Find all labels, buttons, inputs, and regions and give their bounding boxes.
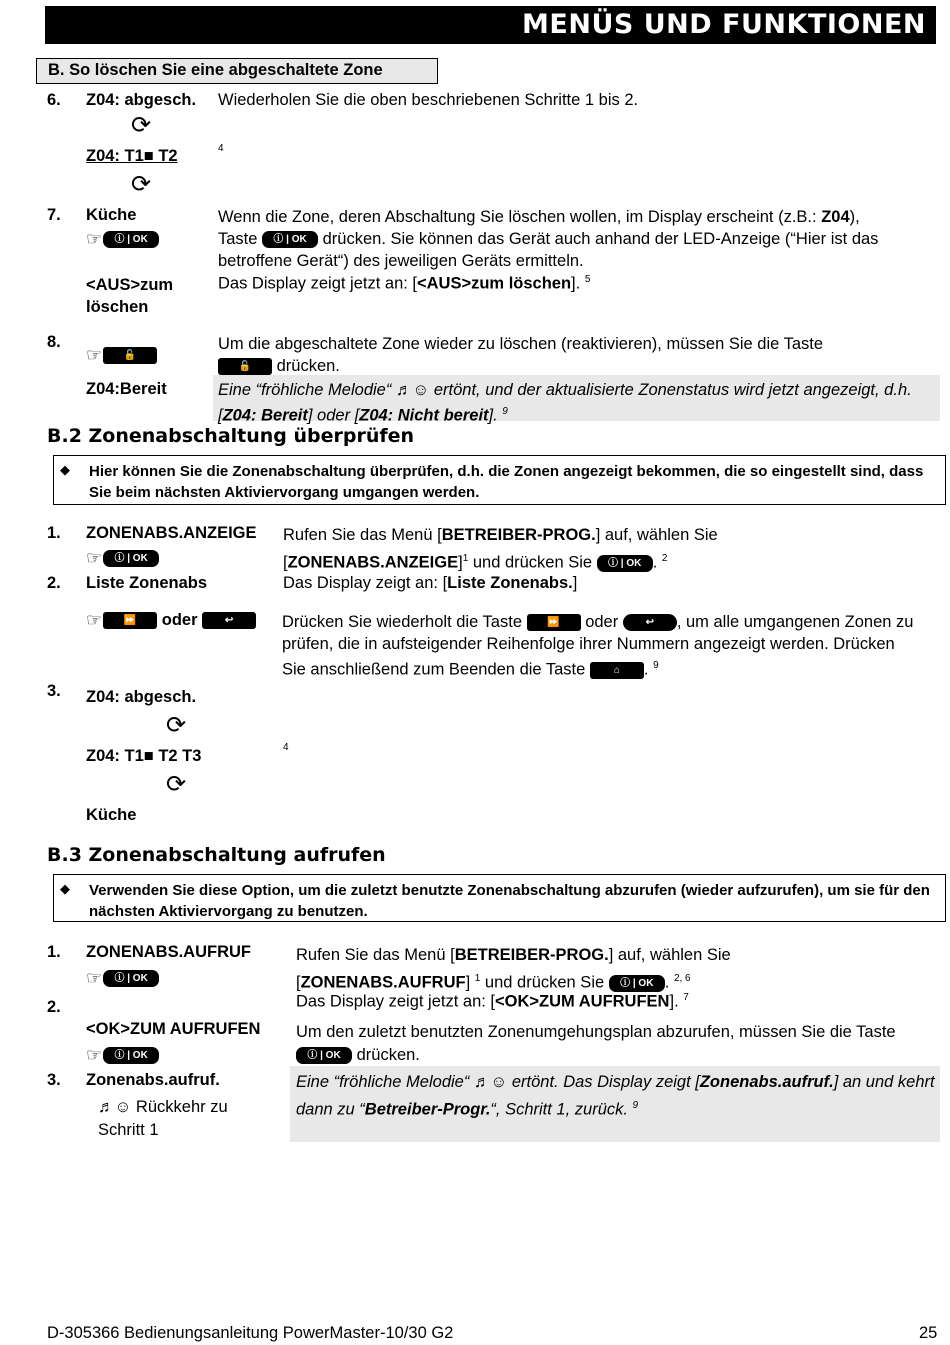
ok-button-icon: ⓘ | OK: [597, 555, 653, 572]
display-text: Z04: T1■ T2 T3: [86, 747, 202, 765]
footnote-ref: 4: [283, 742, 289, 753]
ok-button-icon: ⓘ | OK: [103, 550, 159, 567]
press-instruction: [86, 345, 157, 366]
hand-pointer-icon: ☞: [86, 1045, 103, 1065]
display-text: <AUS>zum löschen: [86, 276, 174, 316]
ok-button-icon: ⓘ | OK: [609, 975, 665, 992]
press-instruction: [86, 968, 159, 989]
display-text: Zonenabs.aufruf.: [86, 1071, 220, 1089]
instruction-text: Drücken Sie wiederholt die Taste ⏩ oder ↩ , um alle umgangenen Zonen zu prüfen, die in aufsteigender Reihenfolge ihrer Nummern angezeigt werden. Drücken Sie anschließend zum Beenden die Taste ⌂ . $^9$: [282, 613, 914, 679]
instruction-text: Wenn die Zone, deren Abschaltung Sie löschen wollen, im Display erscheint (z.B.: Z04), Taste ⓘ | OK drücken. Sie können das Gerät auch anhand der LED-Anzeige (“Hier ist das betroffene Gerät“) des jeweiligen Geräts ermitteln.: [218, 208, 879, 270]
display-text: Z04: T1■ T2: [86, 147, 178, 165]
display-text: ZONENABS.ANZEIGE: [86, 524, 257, 542]
cycle-icon: ⟳: [166, 771, 187, 798]
back-button-icon: ↩: [202, 612, 256, 629]
header-bar: [45, 6, 936, 44]
ok-button-icon: ⓘ | OK: [103, 970, 159, 987]
section-heading: B.2 Zonenabschaltung überprüfen: [47, 425, 415, 447]
display-text: <OK>ZUM AUFRUFEN: [86, 1020, 261, 1038]
page-number: 25: [919, 1324, 938, 1342]
hand-pointer-icon: ☞: [86, 345, 103, 365]
display-text: Z04: abgesch.: [86, 91, 197, 109]
step-number: 2.: [47, 998, 61, 1016]
cycle-icon: ⟳: [131, 171, 152, 198]
step-number: 1.: [47, 943, 61, 961]
bullet-icon: ◆: [60, 881, 70, 896]
unbypass-button-icon: 🔓: [218, 358, 272, 375]
step-number: 1.: [47, 524, 61, 542]
display-text: Liste Zonenabs: [86, 574, 208, 592]
step-number: 3.: [47, 1071, 61, 1089]
footer-doc-title: D-305366 Bedienungsanleitung PowerMaster-10/30 G2: [47, 1324, 454, 1342]
ok-button-icon: ⓘ | OK: [262, 231, 318, 248]
hand-pointer-icon: ☞: [86, 548, 103, 568]
footnote-ref: 4: [218, 143, 224, 154]
display-text: Z04: abgesch.: [86, 688, 197, 706]
cycle-icon: ⟳: [131, 112, 152, 139]
next-button-icon: ⏩: [103, 612, 157, 629]
cycle-icon: ⟳: [166, 712, 187, 739]
bullet-icon: ◆: [60, 462, 70, 477]
unbypass-button-icon: 🔓: [103, 347, 157, 364]
info-text: Verwenden Sie diese Option, um die zuletzt benutzte Zonenabschaltung abzurufen (wieder aufzurufen), um sie für den nächsten Aktiviervorgang zu benutzen.: [89, 882, 930, 920]
hand-pointer-icon: ☞: [86, 229, 103, 249]
press-instruction: [86, 548, 159, 569]
instruction-text: Rufen Sie das Menü [BETREIBER-PROG.] auf, wählen Sie [ZONENABS.AUFRUF] $^1$ und drücken Sie ⓘ | OK . $^{2, 6}$: [296, 946, 731, 992]
instruction-text: Das Display zeigt jetzt an: [<AUS>zum löschen]. $^5$: [218, 274, 591, 293]
press-instruction: ☞ ⏩ oder ↩: [86, 610, 256, 631]
display-text: ZONENABS.AUFRUF: [86, 943, 251, 961]
section-b-title: B. So löschen Sie eine abgeschaltete Zone: [36, 58, 438, 84]
result-text: ♬☺ Rückkehr zu Schritt 1: [98, 1098, 228, 1139]
page-section-title: MENÜS UND FUNKTIONEN: [522, 9, 926, 40]
ok-button-icon: ⓘ | OK: [103, 1047, 159, 1064]
step-number: 8.: [47, 333, 61, 351]
home-button-icon: ⌂: [590, 662, 644, 679]
display-text: Küche: [86, 806, 137, 824]
instruction-text: Wiederholen Sie die oben beschriebenen Schritte 1 bis 2.: [218, 91, 639, 109]
next-button-icon: ⏩: [527, 614, 581, 631]
hand-pointer-icon: ☞: [86, 968, 103, 988]
section-heading: B.3 Zonenabschaltung aufrufen: [47, 844, 386, 866]
instruction-text: Um den zuletzt benutzten Zonenumgehungsplan abzurufen, müssen Sie die Taste ⓘ | OK drücken.: [296, 1023, 896, 1064]
result-note: Eine “fröhliche Melodie“ ♬☺ ertönt. Das Display zeigt [Zonenabs.aufruf.] an und kehrt dann zu “Betreiber-Progr.“, Schritt 1, zurück. $^9$: [290, 1066, 940, 1142]
step-number: 6.: [47, 91, 61, 109]
press-instruction: [86, 1045, 159, 1066]
instruction-text: Das Display zeigt jetzt an: [<OK>ZUM AUFRUFEN]. $^7$: [296, 992, 689, 1011]
ok-button-icon: ⓘ | OK: [103, 231, 159, 248]
hand-pointer-icon: ☞: [86, 610, 103, 630]
result-note: Eine “fröhliche Melodie“ ♬☺ ertönt, und der aktualisierte Zonenstatus wird jetzt angezeigt, d.h. [Z04: Bereit] oder [Z04: Nicht bereit]. $^9$: [213, 375, 940, 421]
ok-button-icon: ⓘ | OK: [296, 1047, 352, 1064]
step-number: 7.: [47, 206, 61, 224]
display-text: Küche: [86, 206, 137, 224]
info-box: [53, 874, 946, 922]
info-box: [53, 455, 946, 505]
back-button-icon: ↩: [623, 614, 677, 631]
step-number: 2.: [47, 574, 61, 592]
press-instruction: [86, 229, 159, 250]
instruction-text: Rufen Sie das Menü [BETREIBER-PROG.] auf, wählen Sie [ZONENABS.ANZEIGE]$^1$ und drücken Sie ⓘ | OK . $^2$: [283, 526, 718, 572]
instruction-text: Um die abgeschaltete Zone wieder zu löschen (reaktivieren), müssen Sie die Taste 🔓 drücken.: [218, 335, 824, 375]
step-number: 3.: [47, 682, 61, 700]
instruction-text: Das Display zeigt an: [Liste Zonenabs.]: [283, 574, 578, 592]
display-text: Z04:Bereit: [86, 380, 167, 398]
info-text: Hier können Sie die Zonenabschaltung überprüfen, d.h. die Zonen angezeigt bekommen, die so eingestellt sind, dass Sie beim nächsten Aktiviervorgang umgangen werden.: [89, 463, 924, 501]
